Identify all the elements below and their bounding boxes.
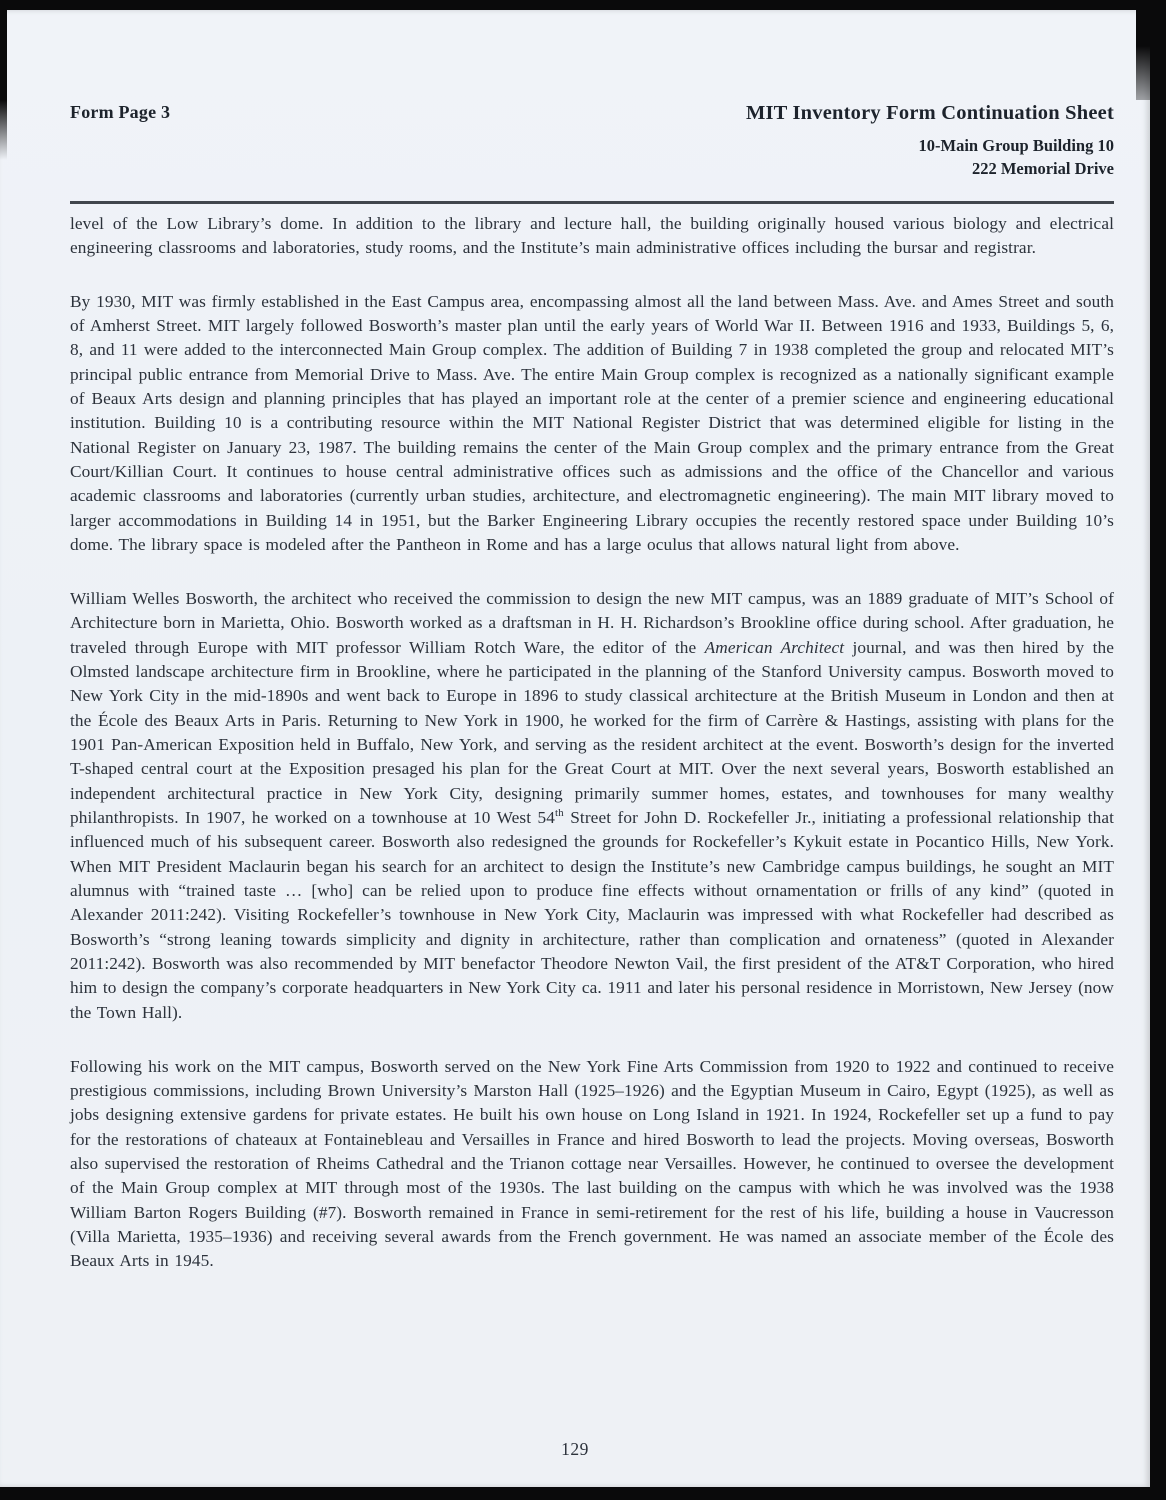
sheet-title: MIT Inventory Form Continuation Sheet <box>745 102 1114 124</box>
form-page-label: Form Page 3 <box>70 102 171 122</box>
scanned-page <box>0 10 1150 1487</box>
building-identifier: 10-Main Group Building 10 <box>918 136 1114 155</box>
building-address: 222 Memorial Drive <box>971 159 1114 178</box>
scan-edge-top-right <box>1136 10 1150 100</box>
page-content <box>70 10 1114 1303</box>
header-rule <box>70 201 1114 204</box>
page-number: 129 <box>561 1439 589 1459</box>
paragraph-low-library: level of the Low Library’s dome. In addition to the library and lecture hall, the building originally housed various biology and electrical engineering classrooms and laboratories, study rooms, and the Institute’s main administrative offices including the bursar and registrar. <box>70 213 1114 257</box>
paragraph-main-group-history: By 1930, MIT was firmly established in the East Campus area, encompassing almost all the land between Mass. Ave. and Ames Street and south of Amherst Street. MIT largely followed Bosworth’s master plan until the early years of World War II. Between 1916 and 1933, Buildings 5, 6, 8, and 11 were added to the interconnected Main Group complex. The addition of Building 7 in 1938 completed the group and relocated MIT’s principal public entrance from Memorial Drive to Mass. Ave. The entire Main Group complex is recognized as a nationally significant example of Beaux Arts design and planning principles that has played an important role at the center of a premier science and engineering educational institution. Building 10 is a contributing resource within the MIT National Register District that was determined eligible for listing in the National Register on January 23, 1987. The building remains the center of the Main Group complex and the primary entrance from the Great Court/Killian Court. It continues to house central administrative offices such as admissions and the office of the Chancellor and various academic classrooms and laboratories (currently urban studies, architecture, and electromagnetic engineering). The main MIT library moved to larger accommodations in Building 14 in 1951, but the Barker Engineering Library occupies the recently restored space under Building 10’s dome. The library space is modeled after the Pantheon in Rome and has a large oculus that allows natural light from above. <box>70 291 1114 555</box>
page-header <box>70 102 1114 180</box>
body-text <box>70 212 1114 1274</box>
paragraph-bosworth-later-career: Following his work on the MIT campus, Bosworth served on the New York Fine Arts Commission from 1920 to 1922 and continued to receive prestigious commissions, including Brown University’s Marston Hall (1925–1926) and the Egyptian Museum in Cairo, Egypt (1925), as well as jobs designing extensive gardens for private estates. He built his own house on Long Island in 1921. In 1924, Rockefeller set up a fund to pay for the restorations of chateaux at Fontainebleau and Versailles in France and hired Bosworth to lead the projects. Moving overseas, Bosworth also supervised the restoration of Rheims Cathedral and the Trianon cottage near Versailles. However, he continued to oversee the development of the Main Group complex at MIT through most of the 1930s. The last building on the campus with which he was involved was the 1938 William Barton Rogers Building (#7). Bosworth remained in France in semi-retirement for the rest of his life, building a house in Vaucresson (Villa Marietta, 1935–1936) and receiving several awards from the French government. He was named an associate member of the École des Beaux Arts in 1945. <box>70 1056 1114 1271</box>
title-block <box>746 102 1114 180</box>
scan-edge-left <box>0 10 7 160</box>
paragraph-bosworth-biography: William Welles Bosworth, the architect who received the commission to design the new MIT campus, was an 1889 graduate of MIT’s School of Architecture born in Marietta, Ohio. Bosworth worked as a draftsman in H. H. Richardson’s Brookline office during school. After graduation, he traveled through Europe with MIT professor William Rotch Ware, the editor of the American Architect journal, and was then hired by the Olmsted landscape architecture firm in Brookline, where he participated in the planning of the Stanford University campus. Bosworth moved to New York City in the mid-1890s and went back to Europe in 1896 to study classical architecture at the British Museum in London and then at the École des Beaux Arts in Paris. Returning to New York in 1900, he worked for the firm of Carrère & Hastings, assisting with plans for the 1901 Pan-American Exposition held in Buffalo, New York, and serving as the resident architect at the event. Bosworth’s design for the inverted T-shaped central court at the Exposition presaged his plan for the Great Court at MIT. Over the next several years, Bosworth established an independent architectural practice in New York City, designing primarily summer homes, estates, and townhouses for many wealthy philanthropists. In 1907, he worked on a townhouse at 10 West 54th Street for John D. Rockefeller Jr., initiating a professional relationship that influenced much of his subsequent career. Bosworth also redesigned the grounds for Rockefeller’s Kykuit estate in Pocantico Hills, New York. When MIT President Maclaurin began his search for an architect to design the Institute’s new Cambridge campus buildings, he sought an MIT alumnus with “trained taste … [who] can be relied upon to produce fine effects without ornamentation or frills of any kind” (quoted in Alexander 2011:242). Visiting Rockefeller’s townhouse in New York City, Maclaurin was impressed with what Rockefeller had described as Bosworth’s “strong leaning towards simplicity and dignity in architecture, rather than complication and ornateness” (quoted in Alexander 2011:242). Bosworth was also recommended by MIT benefactor Theodore Newton Vail, the first president of the AT&T Corporation, who hired him to design the company’s corporate headquarters in New York City ca. 1911 and later his personal residence in Morristown, New Jersey (now the Town Hall). <box>70 588 1114 1022</box>
